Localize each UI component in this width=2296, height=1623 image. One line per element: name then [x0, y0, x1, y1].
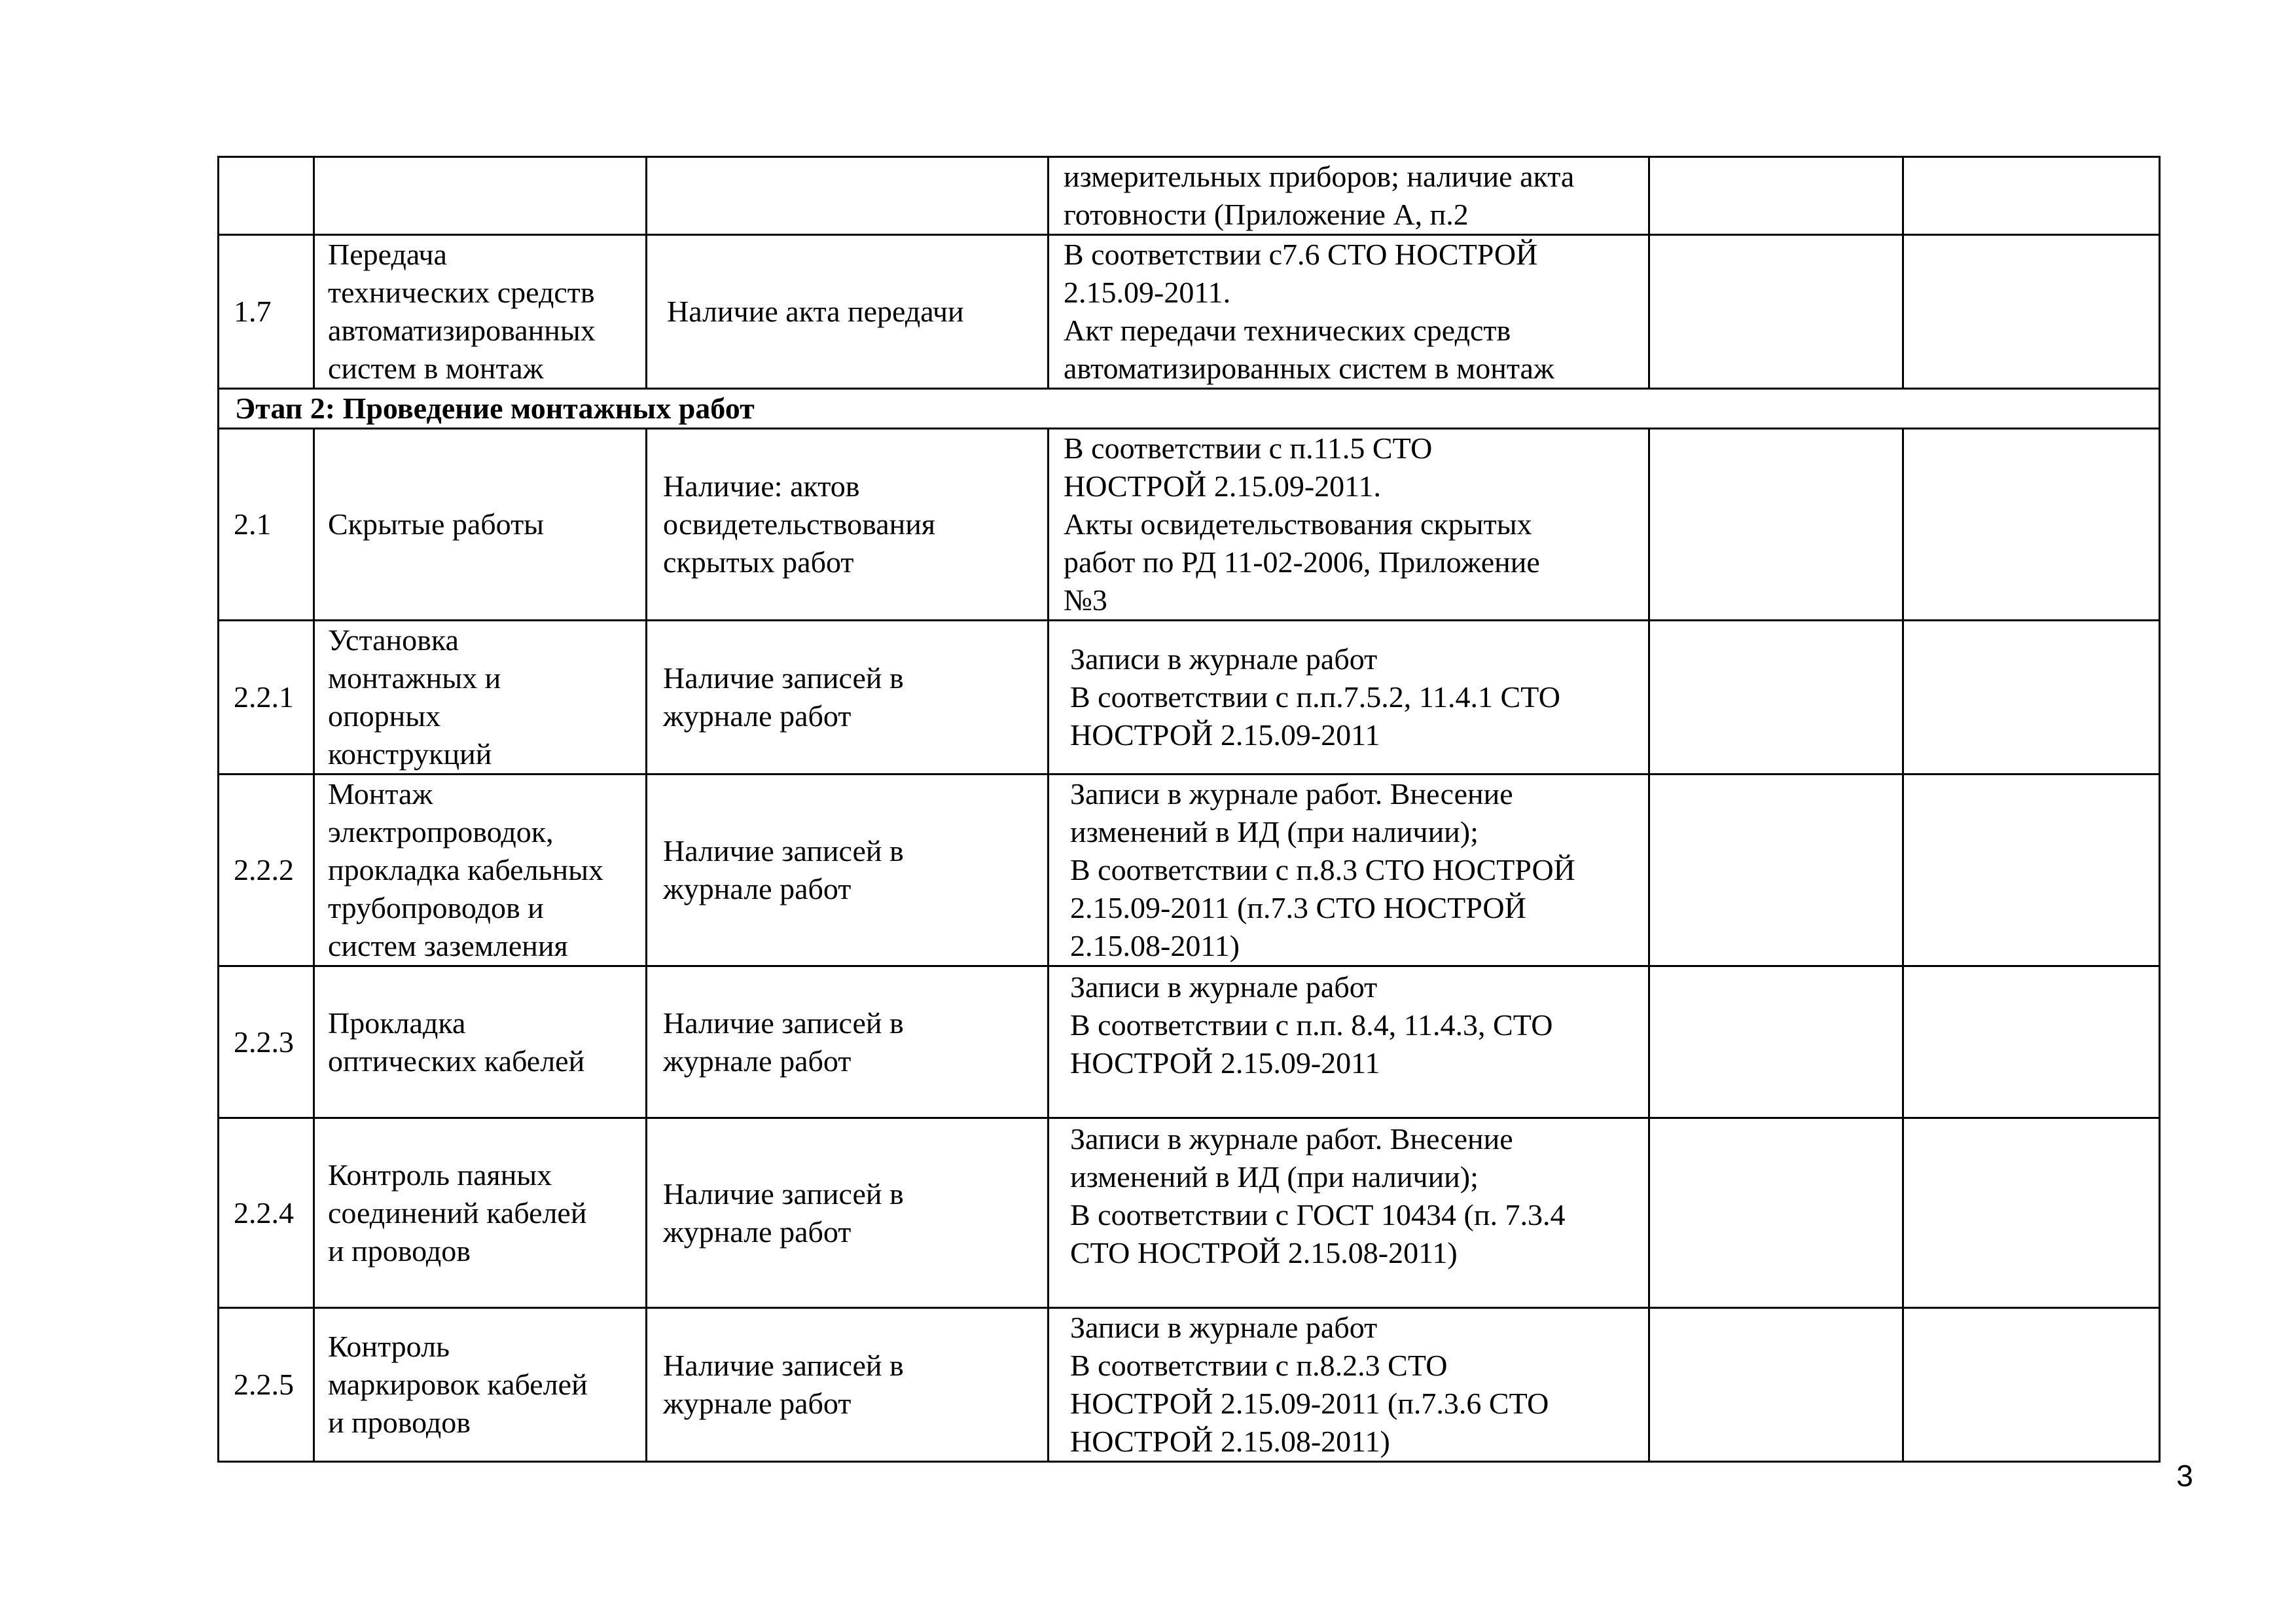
- work-name: Скрытые работы: [314, 429, 647, 621]
- requirement-text: Записи в журнале работ. Внесение изменений в ИД (при наличии); В соответствии с ГОСТ 10434 (п. 7.3.4 СТО НОСТРОЙ 2.15.08-2011): [1049, 1118, 1649, 1308]
- inspection-table: [217, 156, 2161, 1463]
- empty-cell: [1903, 775, 2160, 966]
- requirement-text: В соответствии с7.6 СТО НОСТРОЙ 2.15.09-2011. Акт передачи технических средств автоматизированных систем в монтаж: [1049, 235, 1649, 389]
- row-number: 2.2.3: [219, 966, 314, 1118]
- empty-cell: [1649, 966, 1903, 1118]
- empty-cell: [1903, 1308, 2160, 1462]
- requirement-text: Записи в журнале работ В соответствии с п.п.7.5.2, 11.4.1 СТО НОСТРОЙ 2.15.09-2011: [1049, 621, 1649, 775]
- empty-cell: [1903, 235, 2160, 389]
- empty-cell: [1903, 621, 2160, 775]
- control-criteria: Наличие записей в журнале работ: [647, 1118, 1049, 1308]
- control-criteria: Наличие акта передачи: [647, 235, 1049, 389]
- stage-header-row: [219, 389, 2160, 429]
- table-row: [219, 621, 2160, 775]
- control-criteria: [647, 157, 1049, 235]
- empty-cell: [1649, 429, 1903, 621]
- empty-cell: [1649, 157, 1903, 235]
- control-criteria: Наличие: актов освидетельствования скрытых работ: [647, 429, 1049, 621]
- table-row: [219, 1308, 2160, 1462]
- empty-cell: [1649, 621, 1903, 775]
- work-name: Монтаж электропроводок, прокладка кабельных трубопроводов и систем заземления: [314, 775, 647, 966]
- empty-cell: [1903, 157, 2160, 235]
- table-row: [219, 157, 2160, 235]
- work-name: Передача технических средств автоматизированных систем в монтаж: [314, 235, 647, 389]
- table-row: [219, 429, 2160, 621]
- table-row: [219, 966, 2160, 1118]
- control-criteria: Наличие записей в журнале работ: [647, 1308, 1049, 1462]
- work-name: [314, 157, 647, 235]
- control-criteria: Наличие записей в журнале работ: [647, 775, 1049, 966]
- empty-cell: [1649, 235, 1903, 389]
- control-criteria: Наличие записей в журнале работ: [647, 966, 1049, 1118]
- row-number: 2.2.2: [219, 775, 314, 966]
- control-criteria: Наличие записей в журнале работ: [647, 621, 1049, 775]
- table-row: [219, 1118, 2160, 1308]
- table-row: [219, 775, 2160, 966]
- row-number: 2.2.4: [219, 1118, 314, 1308]
- empty-cell: [1903, 966, 2160, 1118]
- work-name: Прокладка оптических кабелей: [314, 966, 647, 1118]
- empty-cell: [1903, 429, 2160, 621]
- page-number: 3: [2176, 1459, 2193, 1493]
- requirement-text: Записи в журнале работ В соответствии с п.8.2.3 СТО НОСТРОЙ 2.15.09-2011 (п.7.3.6 СТО НОСТРОЙ 2.15.08-2011): [1049, 1308, 1649, 1462]
- requirement-text: Записи в журнале работ. Внесение изменений в ИД (при наличии); В соответствии с п.8.3 СТО НОСТРОЙ 2.15.09-2011 (п.7.3 СТО НОСТРОЙ 2.15.08-2011): [1049, 775, 1649, 966]
- work-name: Контроль маркировок кабелей и проводов: [314, 1308, 647, 1462]
- row-number: [219, 157, 314, 235]
- table-row: [219, 235, 2160, 389]
- row-number: 1.7: [219, 235, 314, 389]
- empty-cell: [1649, 1308, 1903, 1462]
- empty-cell: [1903, 1118, 2160, 1308]
- row-number: 2.2.1: [219, 621, 314, 775]
- row-number: 2.2.5: [219, 1308, 314, 1462]
- empty-cell: [1649, 1118, 1903, 1308]
- requirement-text: Записи в журнале работ В соответствии с п.п. 8.4, 11.4.3, СТО НОСТРОЙ 2.15.09-2011: [1049, 966, 1649, 1118]
- requirement-text: измерительных приборов; наличие акта готовности (Приложение А, п.2: [1049, 157, 1649, 235]
- requirement-text: В соответствии с п.11.5 СТО НОСТРОЙ 2.15.09-2011. Акты освидетельствования скрытых работ по РД 11-02-2006, Приложение №3: [1049, 429, 1649, 621]
- work-name: Контроль паяных соединений кабелей и проводов: [314, 1118, 647, 1308]
- work-name: Установка монтажных и опорных конструкций: [314, 621, 647, 775]
- stage-title: Этап 2: Проведение монтажных работ: [219, 389, 2160, 429]
- row-number: 2.1: [219, 429, 314, 621]
- empty-cell: [1649, 775, 1903, 966]
